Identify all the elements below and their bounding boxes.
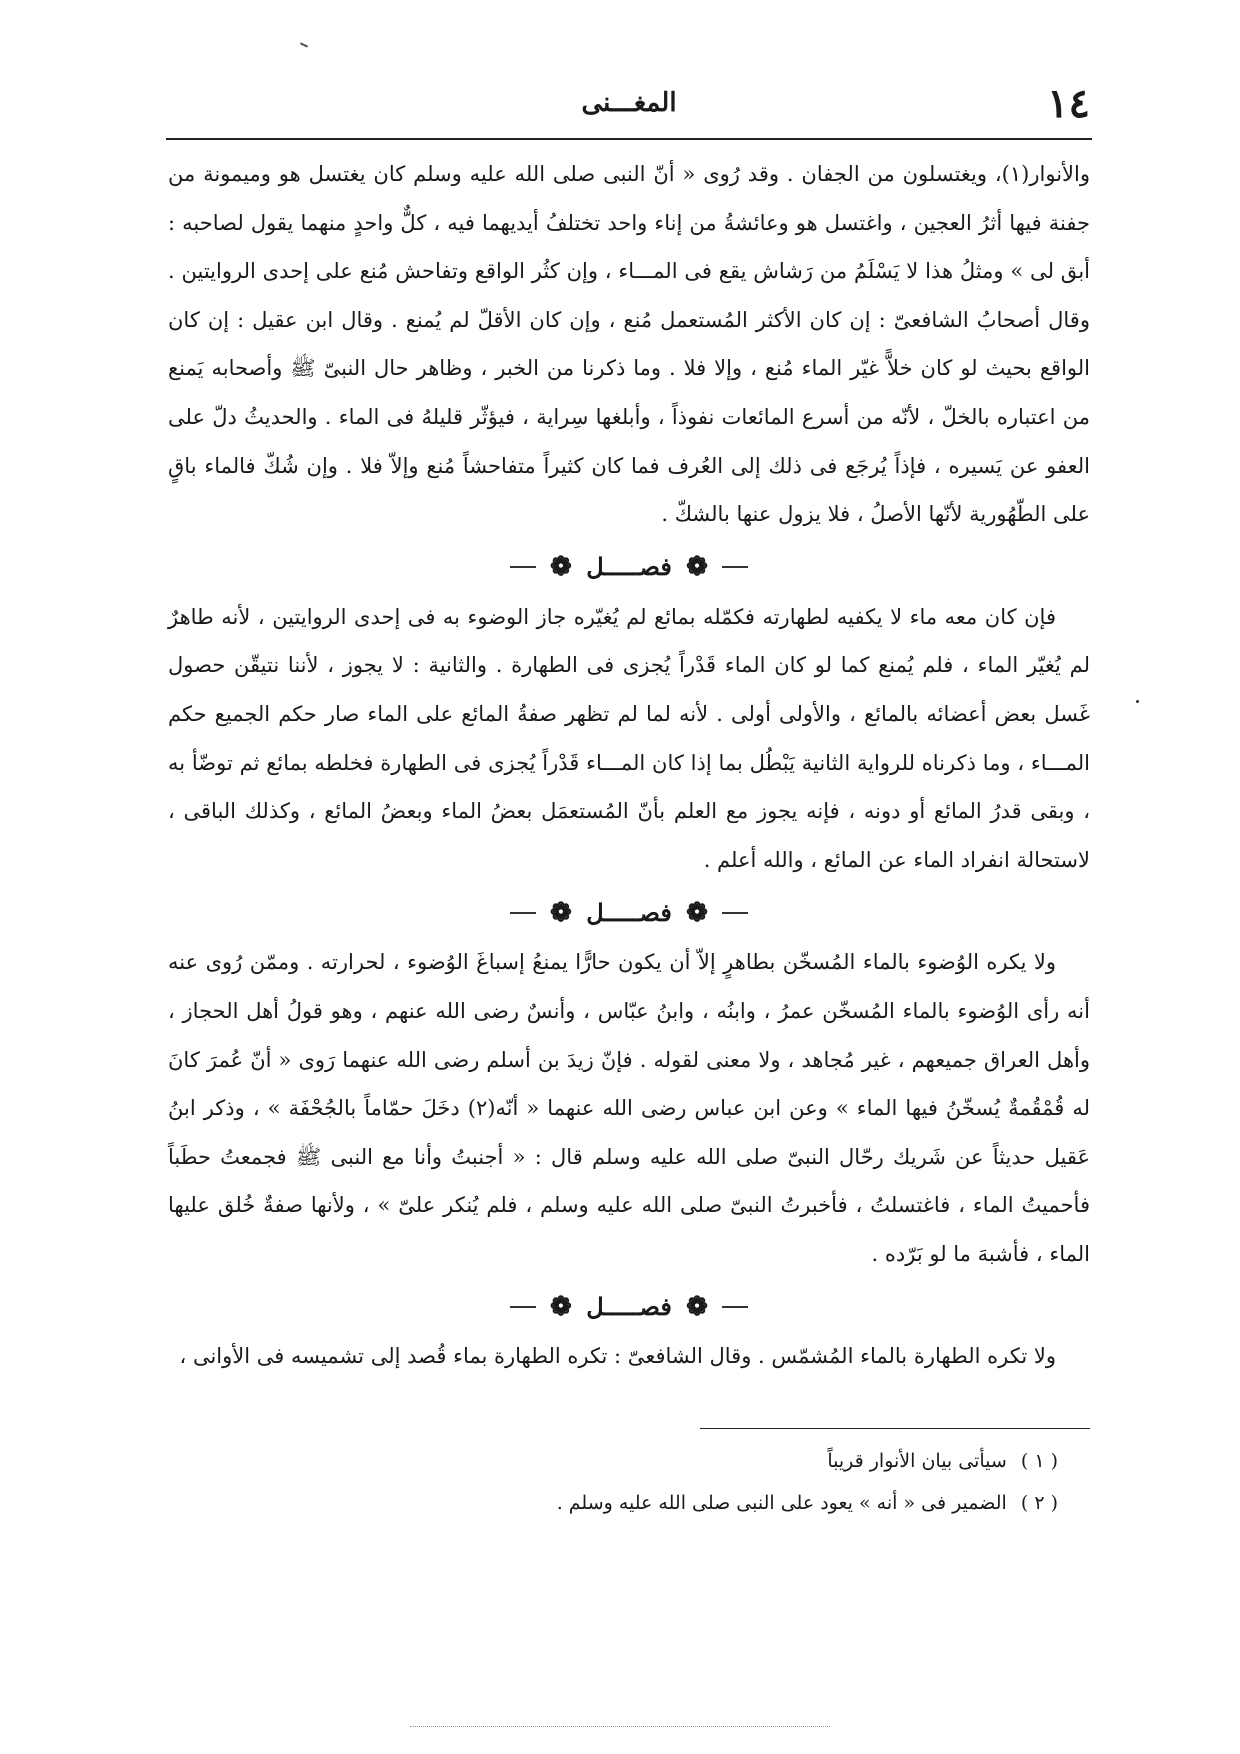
footnote-number: ( ٢ ) (1020, 1492, 1058, 1514)
main-text (168, 150, 1090, 1381)
paragraph-2: فإن كان معه ماء لا يكفيه لطهارته فكمّله بمائع لم يُغيّره جاز الوضوء به فى إحدى الروايتين ، لأنه طاهرٌ لم يُغيّر الماء ، فلم يُمنع كما لو كان الماء قَدْراً يُجزى فى الطهارة . والثانية : لا يجوز ، لأننا نتيقّن حصول غَسل بعض أعضائه بالمائع ، والأولى أولى . لأنه لما لم تظهر صفةُ المائع على الماء صار حكم الجميع حكم المـــاء ، وما ذكرناه للرواية الثانية يَبْطُل بما إذا كان المـــاء قَدْراً يُجزى فى الطهارة فخلطه بمائع ثم توضّأ به ، وبقى قدرُ المائع أو دونه ، فإنه يجوز مع العلم بأنّ المُستعمَل بعضُ الماء وبعضُ المائع ، وكذلك الباقى ، لاستحالة انفراد الماء عن المائع ، والله أعلم . (168, 604, 1090, 872)
margin-dot (1136, 700, 1139, 703)
section-heading-3 (168, 1278, 1090, 1332)
ornament-line (722, 1306, 748, 1308)
page-number: ١٤ (1047, 80, 1090, 127)
ornament-line (510, 912, 536, 914)
section-heading-1 (168, 539, 1090, 593)
scan-mark (300, 42, 308, 47)
header-rule (166, 138, 1092, 140)
section-heading-label: فصـــــل (586, 552, 672, 582)
running-title: المغـــنى (581, 88, 677, 118)
paragraph-1: والأنوار(١)، ويغتسلون من الجفان . وقد رُوى « أنّ النبى صلى الله عليه وسلم كان يغتسل هو وميمونة من جفنة فيها أثرُ العجين ، واغتسل هو وعائشةُ من إناء واحد تختلفُ أيديهما فيه ، كلٌّ واحدٍ منهما يقول لصاحبه : أبق لى » ومثلُ هذا لا يَسْلَمُ من رَشاش يقع فى المـــاء ، وإن كثُر الواقع وتفاحش مُنع على إحدى الروايتين . وقال أصحابُ الشافعىّ : إن كان الأكثر المُستعمل مُنع ، وإن كان الأقلّ لم يُمنع . وقال ابن عقيل : إن كان الواقع بحيث لو كان خلاًّ غيّر الماء مُنع ، وإلا فلا . وما ذكرنا من الخبر ، وظاهر حال النبىّ ﷺ وأصحابه يَمنع من اعتباره بالخلّ ، لأنّه من أسرع المائعات نفوذاً ، وأبلغها سِراية ، فيؤثّر قليلهُ فى الماء . والحديثُ دلّ على العفو عن يَسيره ، فإذاً يُرجَع فى ذلك إلى العُرف فما كان كثيراً متفاحشاً مُنع وإلاّ فلا . وإن شُكّ فالماء باقٍ على الطّهُورية لأنّها الأصلُ ، فلا يزول عنها بالشكّ . (168, 162, 1090, 527)
paragraph-4: ولا تكره الطهارة بالماء المُشمّس . وقال الشافعىّ : تكره الطهارة بماء قُصد إلى تشميسه فى الأوانى ، (179, 1344, 1056, 1369)
section-heading-label: فصـــــل (586, 897, 672, 927)
ornament-flower-icon: ❁ (550, 1291, 572, 1322)
section-heading-label: فصـــــل (586, 1291, 672, 1321)
page-header (168, 78, 1090, 140)
ornament-flower-icon: ❁ (686, 1291, 708, 1322)
ornament-flower-icon: ❁ (686, 552, 708, 583)
bottom-scan-line (410, 1726, 830, 1727)
paragraph-3: ولا يكره الوُضوء بالماء المُسخّن بطاهرٍ إلاّ أن يكون حارًّا يمنعُ إسباغَ الوُضوء ، لحرارته . وممّن رُوى عنه أنه رأى الوُضوء بالماء المُسخّن عمرُ ، وابنُه ، وابنُ عبّاس ، وأنسٌ رضى الله عنهم ، وهو قولُ أهل الحجاز ، وأهل العراق جميعهم ، غير مُجاهد ، ولا معنى لقوله . فإنّ زيدَ بن أسلم رضى الله عنهما رَوى « أنّ عُمرَ كانَ له قُمْقُمةٌ يُسخّنُ فيها الماء » وعن ابن عباس رضى الله عنهما « أنّه(٢) دخَلَ حمّاماً بالجُحْفَة » ، وذكر ابنُ عَقيل حديثاً عن شَريك رحّال النبىّ صلى الله عليه وسلم قال : « أجنبتُ وأنا مع النبى ﷺ فجمعتُ حطَباً فأحميتُ الماء ، فاغتسلتُ ، فأخبرتُ النبىّ صلى الله عليه وسلم ، فلم يُنكر علىّ » ، ولأنها صفةٌ خُلق عليها الماء ، فأشبهَ ما لو بَرّده . (168, 950, 1091, 1266)
section-heading-2 (168, 884, 1090, 938)
ornament-line (722, 912, 748, 914)
footnote-1 (168, 1440, 1058, 1482)
footnote-2 (168, 1482, 1058, 1524)
ornament-line (510, 566, 536, 568)
ornament-flower-icon: ❁ (550, 552, 572, 583)
ornament-line (510, 1306, 536, 1308)
footnote-text: سيأتى بيان الأنوار قريباً (827, 1450, 1007, 1472)
footnote-number: ( ١ ) (1020, 1450, 1058, 1472)
ornament-line (722, 566, 748, 568)
footnotes (168, 1440, 1058, 1524)
ornament-flower-icon: ❁ (550, 897, 572, 928)
footnote-rule (700, 1428, 1090, 1429)
footnote-text: الضمير فى « أنه » يعود على النبى صلى الله عليه وسلم . (556, 1492, 1007, 1514)
ornament-flower-icon: ❁ (686, 897, 708, 928)
